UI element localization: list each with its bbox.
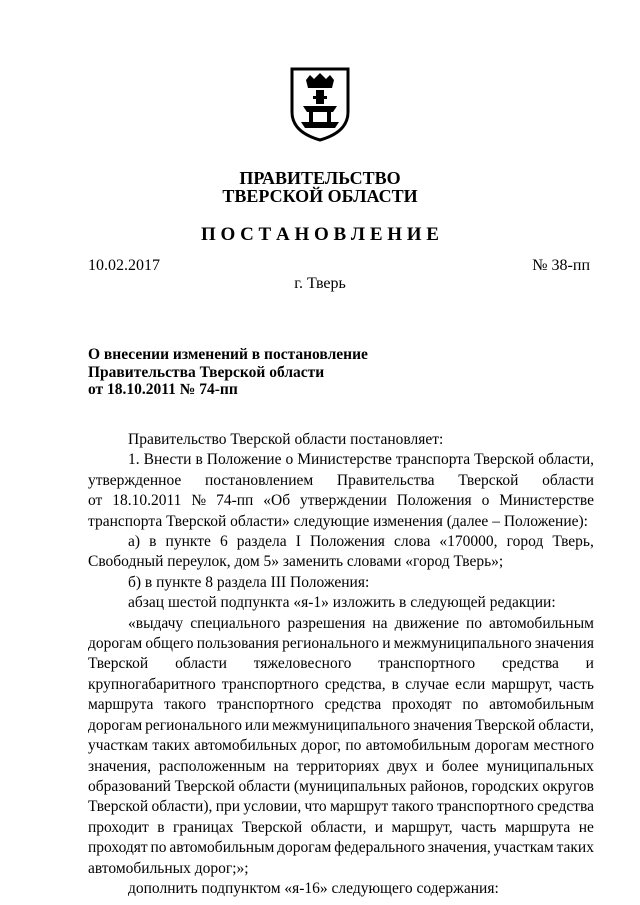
word: транспорта [395,451,471,469]
body-text-line [88,757,594,777]
word: в [157,818,165,836]
word: часть [461,818,497,836]
document-type: П О С Т А Н О В Л Е Н И Е [201,224,439,245]
body-text-line [88,614,594,634]
word: Положения [309,533,385,551]
word: транспортного [436,798,534,816]
word: город [506,533,544,551]
body-text-line: автомобильных дорог;»; [88,859,249,877]
word: Тверской [88,798,149,816]
word: Правительства [336,471,435,489]
word: транспортного [216,696,314,714]
word: средства [537,798,594,816]
word: Положение [206,451,282,469]
word: участкам [493,839,554,857]
word: и [425,757,434,775]
word: по [150,839,167,857]
word: двух [387,757,418,775]
word: что [304,798,327,816]
word: средства [324,696,382,714]
body-text-line [88,818,594,838]
word: автомобильным [489,696,594,714]
body-text-line [88,777,594,797]
word: регионального [145,716,243,734]
document-subject [88,346,368,399]
word: (муниципальных [293,777,407,795]
body-text-line: б) в пункте 8 раздела III Положения: [128,573,370,591]
word: маршрут [329,798,389,816]
word: условии, [243,798,302,816]
word: автомобильных [194,737,298,755]
body-text-line [88,838,594,858]
document-date: 10.02.2017 [88,257,160,274]
word: если [455,675,486,693]
word: таких [152,737,190,755]
word: Тверской [88,655,149,673]
word: по [465,614,483,632]
word: области [238,777,291,795]
word: области [175,655,227,673]
word: федерального [334,839,426,857]
word: Тверской [174,777,235,795]
word: расположенным [158,757,266,775]
body-text-line [88,634,594,654]
word: по [462,696,479,714]
word: дорогам [88,716,143,734]
word: пользования [196,635,279,653]
body-text-line [88,532,594,552]
word: «170000, [439,533,498,551]
word: транспортного [221,675,319,693]
word: маршрута [88,696,154,714]
word: в [391,675,399,693]
word: в [195,451,203,469]
word: транспортного [378,655,476,673]
document-city: г. Тверь [294,275,346,292]
document-number: № 38-пп [532,257,590,274]
word: Тверской [241,818,303,836]
word: случае [405,675,450,693]
organization-name-line1: ПРАВИТЕЛЬСТВО [239,168,401,188]
word: при [215,798,241,816]
document-body [88,430,594,899]
word: 1. [128,451,140,469]
word: участкам [88,737,149,755]
word: проходят [88,839,148,857]
word: Положения [396,492,472,510]
word: средства [502,655,559,673]
word: «выдачу [128,614,184,632]
word: межмуниципального [272,716,411,734]
word: средства, [324,675,386,693]
word: дорогам [277,839,332,857]
word: маршрута [504,818,571,836]
word: Тверской [474,451,535,469]
word: № [191,492,207,510]
word: по [345,737,362,755]
word: утверждении [300,492,387,510]
word: межмуниципального [393,635,532,653]
coat-of-arms-emblem [289,66,351,142]
word: районов, [410,777,468,795]
word: области [542,471,594,489]
word: местного [533,737,594,755]
word: от [88,492,103,510]
word: дорог, [301,737,341,755]
subject-line: от 18.10.2011 № 74-пп [88,381,238,398]
word: слова [393,533,431,551]
word: 18.10.2011 [112,492,182,510]
word: часть [558,675,594,693]
word: автомобильным [365,737,471,755]
word: утвержденное [88,471,182,489]
word: территориях [296,757,380,775]
word: округов [542,777,594,795]
word: проходит [88,818,149,836]
word: дорогам [88,635,143,653]
word: муниципальных [486,757,594,775]
word: I [295,533,301,551]
word: проходят [391,696,452,714]
word: в [149,533,157,551]
word: общего [145,635,194,653]
body-text-line: дополнить подпунктом «я-16» следующего содержания: [128,879,499,897]
body-text-line: транспорта Тверской области» следующие изменения (далее – Положение): [88,512,588,530]
word: городских [471,777,539,795]
word: о [285,451,294,469]
word: значения, [88,757,151,775]
word: крупногабаритного [88,675,216,693]
word: значения, [427,839,491,857]
word: области, [538,451,594,469]
word: Министерстве [297,451,392,469]
word: такого [164,696,207,714]
body-text-line [88,695,594,715]
body-text-line [88,675,594,695]
body-text-line [88,716,594,736]
word: значения [413,716,473,734]
word: 6 [219,533,228,551]
word: Министерстве [499,492,594,510]
word: и [585,655,594,673]
word: значения [534,635,594,653]
word: тяжеловесного [253,655,352,673]
word: 74-пп [216,492,254,510]
word: не [578,818,594,836]
word: образований [88,777,171,795]
word: области, [310,818,367,836]
word: автомобильным [169,839,275,857]
body-text-line: Правительство Тверской области постановляет: [128,431,444,448]
word: маршрут, [491,675,553,693]
word: постановлением [204,471,314,489]
body-text-line [88,450,594,470]
word: разрешения [287,614,366,632]
word: специального [190,614,281,632]
body-text-line [88,491,594,511]
word: и [374,818,384,836]
body-text-line [88,471,594,491]
organization-name-line2: ТВЕРСКОЙ ОБЛАСТИ [222,186,418,206]
body-text-line [88,797,594,817]
word: области), [151,798,213,816]
word: на [372,614,388,632]
word: дорогам [474,737,530,755]
word: более [441,757,479,775]
word: Тверской [475,716,536,734]
subject-line: Правительства Тверской области [88,363,325,381]
word: такого [391,798,434,816]
word: или [244,716,270,734]
word: границах [173,818,234,836]
word: области, [538,716,594,734]
word: пункте [165,533,211,551]
word: раздела [236,533,287,551]
word: регионального [282,635,379,653]
word: на [273,757,289,775]
word: автомобильным [489,614,594,632]
body-text-line [88,736,594,756]
word: Тверской [458,471,519,489]
word: Внести [143,451,192,469]
word: о [481,492,490,510]
word: маршрут, [391,818,453,836]
body-text-line [88,654,594,674]
subject-line: О внесении изменений в постановление [88,346,368,363]
word: движение [394,614,459,632]
word: а) [128,533,141,551]
body-text-line: Свободный переулок, дом 5» заменить словами «город Тверь»; [88,553,504,571]
word: таких [556,839,594,857]
word: и [382,635,391,653]
body-text-line: абзац шестой подпункта «я-1» изложить в следующей редакции: [128,594,556,612]
word: «Об [263,492,291,510]
word: Тверь, [552,533,594,551]
